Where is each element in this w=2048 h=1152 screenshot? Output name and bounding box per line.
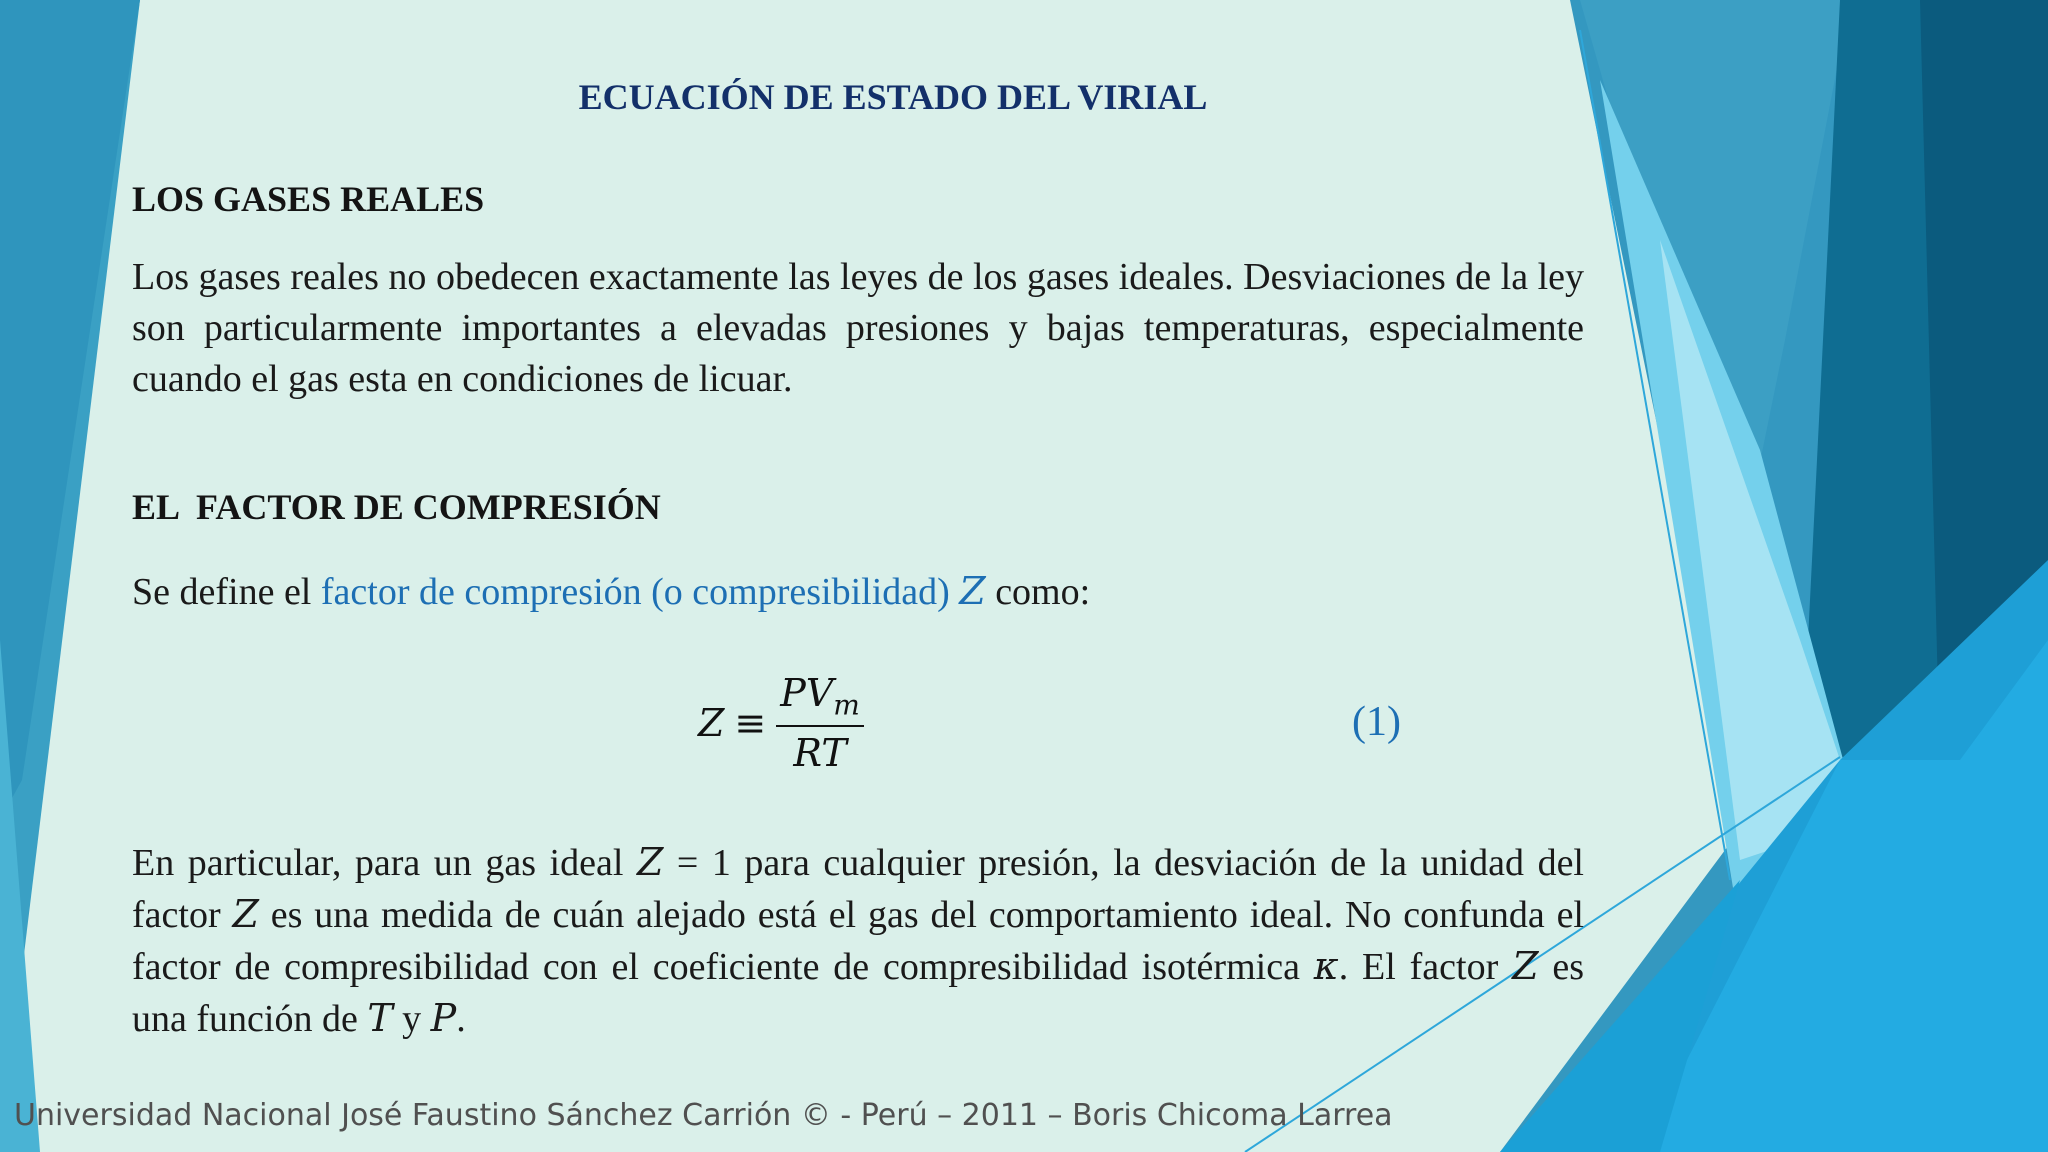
compression-factor-equation [698, 668, 864, 778]
definition-prefix: Se define el [132, 571, 321, 613]
equation-number: (1) [1352, 699, 1401, 745]
slide-title: ECUACIÓN DE ESTADO DEL VIRIAL [578, 77, 1208, 117]
heading-compression-factor: EL FACTOR DE COMPRESIÓN [132, 487, 661, 527]
definition-sentence [132, 566, 1584, 618]
paragraph-part: y [392, 998, 431, 1040]
equation-numerator [776, 671, 864, 728]
definition-suffix: como: [985, 571, 1091, 613]
paragraph-part: . El factor [1338, 946, 1513, 988]
numerator-subscript: m [833, 688, 860, 722]
real-gases-paragraph: Los gases reales no obedecen exactamente las leyes de los gases ideales. Desviaciones de la ley son particularmente importantes a elevadas presiones y bajas temperaturas, especialmente cuando el gas esta en condiciones de licuar. [132, 256, 1584, 400]
symbol-t: T [367, 996, 393, 1040]
equation-relation: ≡ [734, 701, 767, 745]
symbol-p: P [430, 996, 457, 1040]
paragraph-part: es una medida de cuán alejado está el gas del comportamiento ideal. No confunda el factor de compresibilidad con el coeficiente de compresibilidad isotérmica [132, 894, 1584, 988]
ideal-gas-paragraph [132, 837, 1584, 1045]
symbol-z: Z [1512, 944, 1539, 988]
symbol-z: Z [232, 892, 259, 936]
definition-symbol: Z [959, 569, 986, 613]
symbol-z: Z [636, 840, 664, 884]
numerator-base: PV [780, 670, 834, 715]
paragraph-part: . [456, 998, 466, 1040]
equation-fraction [776, 671, 864, 776]
definition-highlight: factor de compresión (o compresibilidad) [320, 571, 950, 613]
symbol-kappa: κ [1313, 944, 1339, 988]
equation-lhs: Z [698, 701, 725, 745]
heading-real-gases: LOS GASES REALES [132, 179, 485, 219]
equation-denominator: RT [793, 731, 847, 776]
paragraph-part: = 1 para cualquier presión, la desviación de la unidad del factor [132, 842, 1584, 936]
paragraph-part: En particular, para un gas ideal [132, 842, 637, 884]
footer-credit: Universidad Nacional José Faustino Sánchez Carrión © - Perú – 2011 – Boris Chicoma Larrea [14, 1098, 1393, 1133]
paragraph-part: es una función de [132, 946, 1584, 1040]
